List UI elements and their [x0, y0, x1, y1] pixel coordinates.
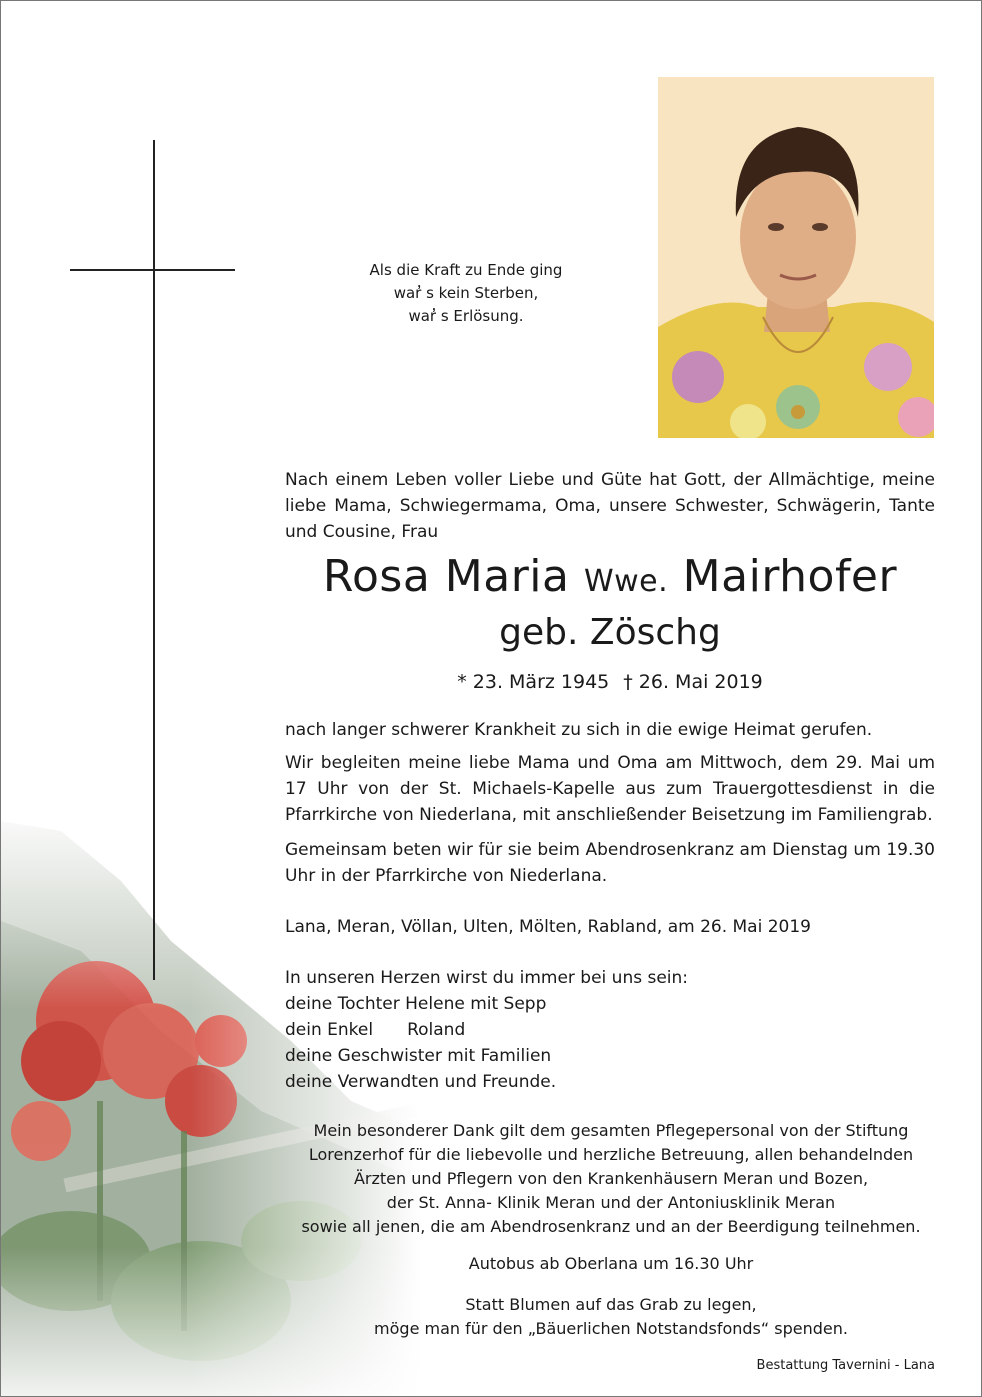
thanks-line: sowie all jenen, die am Abendrosenkranz und an der Beerdigung teilnehmen.: [301, 1217, 921, 1236]
birth-name: geb. Zöschg: [499, 612, 721, 653]
portrait-photo: [658, 77, 934, 438]
thanks-line: Mein besonderer Dank gilt dem gesamten Pflegepersonal von der Stiftung: [313, 1121, 909, 1140]
flowers-note: [281, 1293, 941, 1341]
rosary-paragraph: Gemeinsam beten wir für sie beim Abendrosenkranz am Dienstag um 19.30 Uhr in der Pfarrkirche von Niederlana.: [285, 840, 935, 886]
thanks-line: Lorenzerhof für die liebevolle und herzliche Betreuung, allen behandelnden: [308, 1145, 914, 1164]
mourners-intro: In unseren Herzen wirst du immer bei uns sein:: [285, 968, 689, 988]
motto-verse: [331, 259, 601, 328]
flowers-line: Statt Blumen auf das Grab zu legen,: [465, 1295, 757, 1314]
undertaker-credit: Bestattung Tavernini - Lana: [756, 1358, 935, 1373]
mourners-block: [285, 965, 935, 1095]
place-date: Lana, Meran, Völlan, Ulten, Mölten, Rabland, am 26. Mai 2019: [285, 917, 811, 937]
mourner-daughter: deine Tochter Helene mit Sepp: [285, 994, 547, 1014]
cross-vertical-bar: [153, 140, 155, 980]
called-home-text: nach langer schwerer Krankheit zu sich in die ewige Heimat gerufen.: [285, 720, 873, 740]
deceased-name: [285, 549, 935, 610]
motto-line: war̓ s Erlösung.: [408, 307, 524, 325]
mourner-relatives: deine Verwandten und Freunde.: [285, 1072, 557, 1092]
death-date: † 26. Mai 2019: [623, 671, 763, 693]
funeral-paragraph: Wir begleiten meine liebe Mama und Oma am Mittwoch, dem 29. Mai um 17 Uhr von der St. Michaels-Kapelle aus zum Trauergottesdienst in die Pfarrkirche von Niederlana, mit anschließender Beisetzung im Familiengrab.: [285, 753, 935, 825]
mourner-siblings: deine Geschwister mit Familien: [285, 1046, 552, 1066]
thanks-paragraph: [281, 1119, 941, 1239]
first-names: Rosa Maria: [322, 551, 570, 602]
grandson-name: Roland: [407, 1020, 466, 1040]
flowers-line: möge man für den „Bäuerlichen Notstandsfonds“ spenden.: [374, 1319, 848, 1338]
thanks-line: der St. Anna- Klinik Meran und der Antoniusklinik Meran: [386, 1193, 836, 1212]
birth-date: * 23. März 1945: [457, 671, 610, 693]
life-dates: [285, 668, 935, 696]
bus-info: Autobus ab Oberlana um 16.30 Uhr: [468, 1254, 754, 1273]
motto-line: war̓ s kein Sterben,: [393, 284, 539, 302]
widow-title: Wwe.: [583, 564, 669, 599]
thanks-line: Ärzten und Pflegern von den Krankenhäusern Meran und Bozen,: [353, 1169, 869, 1188]
intro-paragraph: Nach einem Leben voller Liebe und Güte hat Gott, der Allmächtige, meine liebe Mama, Schwiegermama, Oma, unsere Schwester, Schwägerin, Tante und Cousine, Frau: [285, 470, 935, 542]
mourner-grandson: [285, 1017, 935, 1043]
cross-horizontal-bar: [70, 269, 235, 271]
motto-line: Als die Kraft zu Ende ging: [369, 261, 563, 279]
surname: Mairhofer: [682, 551, 898, 602]
grandson-label: dein Enkel: [285, 1020, 374, 1040]
